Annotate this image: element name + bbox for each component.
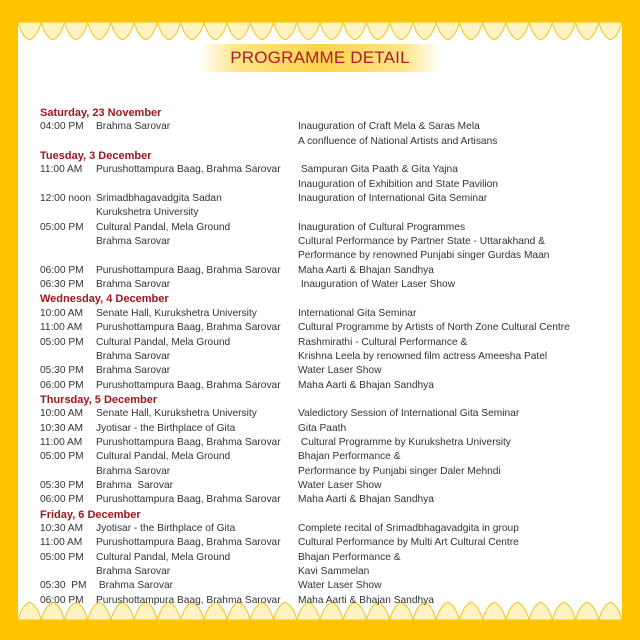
event-description: Maha Aarti & Bhajan Sandhya xyxy=(298,594,434,606)
event-time: 06:30 PM xyxy=(40,279,84,291)
event-venue: Brahma Sarovar xyxy=(96,350,171,362)
schedule-row xyxy=(40,206,610,220)
scallop-petal xyxy=(157,22,180,40)
event-description: Maha Aarti & Bhajan Sandhya xyxy=(298,494,434,506)
scallop-petal xyxy=(18,602,41,620)
scallop-petal xyxy=(506,22,529,40)
event-description: Rashmirathi - Cultural Performance & xyxy=(298,336,468,348)
event-time: 05:30 PM xyxy=(40,479,84,491)
event-description: Sampuran Gita Paath & Gita Yajna xyxy=(298,164,458,176)
event-venue: Brahma Sarovar xyxy=(96,279,171,291)
scallop-petal xyxy=(18,22,41,40)
event-time: 06:00 PM xyxy=(40,379,84,391)
event-time: 11:00 AM xyxy=(40,322,83,334)
schedule-row xyxy=(40,307,610,321)
schedule-row xyxy=(40,336,610,350)
event-venue: Brahma Sarovar xyxy=(96,566,171,577)
schedule xyxy=(40,106,610,608)
event-venue: Purushottampura Baag, Brahma Sarovar xyxy=(96,537,281,549)
scallop-petal xyxy=(134,22,157,40)
event-venue: Senate Hall, Kurukshetra University xyxy=(96,408,257,420)
event-venue: Srimadbhagavadgita Sadan xyxy=(96,193,222,205)
day-heading: Friday, 6 December xyxy=(40,508,141,521)
event-time: 11:00 AM xyxy=(40,537,83,549)
schedule-row xyxy=(40,321,610,335)
event-time: 11:00 AM xyxy=(40,164,83,176)
event-venue: Brahma Sarovar xyxy=(96,479,174,491)
schedule-row xyxy=(40,350,610,364)
event-venue: Senate Hall, Kurukshetra University xyxy=(96,307,257,319)
event-description: Inauguration of Craft Mela & Saras Mela xyxy=(298,121,480,133)
scallop-petal xyxy=(483,22,506,40)
schedule-row xyxy=(40,450,610,464)
scallop-petal xyxy=(204,22,227,40)
schedule-row xyxy=(40,235,610,249)
event-description: Water Laser Show xyxy=(298,580,382,592)
event-venue: Purushottampura Baag, Brahma Sarovar xyxy=(96,164,281,176)
event-description: Water Laser Show xyxy=(298,479,382,491)
event-time: 05:00 PM xyxy=(40,221,84,233)
schedule-row xyxy=(40,422,610,436)
event-venue: Jyotisar - the Birthplace of Gita xyxy=(96,422,236,434)
event-description: Maha Aarti & Bhajan Sandhya xyxy=(298,264,434,276)
event-time xyxy=(40,135,96,149)
event-venue: Purushottampura Baag, Brahma Sarovar xyxy=(96,379,281,391)
schedule-row xyxy=(40,536,610,550)
scallop-petal xyxy=(64,22,87,40)
event-description: Maha Aarti & Bhajan Sandhya xyxy=(298,379,434,391)
event-description: Cultural Programme by Kurukshetra University xyxy=(298,436,511,448)
title-banner xyxy=(200,44,440,72)
event-time: 05:00 PM xyxy=(40,336,84,348)
scallop-petal xyxy=(343,22,366,40)
day-heading: Wednesday, 4 December xyxy=(40,293,169,306)
scallop-petal xyxy=(599,22,622,40)
scallop-petal xyxy=(436,22,459,40)
event-time xyxy=(40,178,96,192)
event-description: Bhajan Performance & xyxy=(298,551,401,563)
schedule-row xyxy=(40,579,610,593)
scallop-petal xyxy=(227,22,250,40)
event-description: Inauguration of Cultural Programmes xyxy=(298,221,466,233)
event-venue xyxy=(96,135,298,149)
scallop-petal xyxy=(320,22,343,40)
event-venue: Brahma Sarovar xyxy=(96,580,174,592)
scallop-petal xyxy=(529,22,552,40)
event-description: Inauguration of Exhibition and State Pavilion xyxy=(298,178,498,190)
event-venue: Cultural Pandal, Mela Ground xyxy=(96,451,231,463)
event-time: 06:00 PM xyxy=(40,594,84,606)
event-description: Krishna Leela by renowned film actress Ameesha Patel xyxy=(298,350,548,362)
event-venue xyxy=(96,249,298,263)
event-description: Cultural Performance by Multi Art Cultural Centre xyxy=(298,537,519,549)
event-description: Performance by Punjabi singer Daler Mehndi xyxy=(298,465,501,477)
event-description: Gita Paath xyxy=(298,422,347,434)
event-description: Bhajan Performance & xyxy=(298,451,401,463)
scallop-petal xyxy=(459,22,482,40)
event-time: 11:00 AM xyxy=(40,436,83,448)
scallop-petal xyxy=(88,22,111,40)
event-time: 10:00 AM xyxy=(40,307,84,319)
scallop-petal xyxy=(41,22,64,40)
event-venue: Purushottampura Baag, Brahma Sarovar xyxy=(96,264,281,276)
event-venue: Kurukshetra University xyxy=(96,207,199,219)
schedule-row xyxy=(40,163,610,177)
event-time: 06:00 PM xyxy=(40,264,84,276)
event-description: Cultural Performance by Partner State - Uttarakhand & xyxy=(298,236,545,248)
scallop-petal xyxy=(297,22,320,40)
event-venue: Purushottampura Baag, Brahma Sarovar xyxy=(96,322,281,334)
schedule-row xyxy=(40,522,610,536)
scallop-petal xyxy=(576,22,599,40)
event-time: 05:30 PM xyxy=(40,365,84,377)
schedule-row xyxy=(40,120,610,134)
event-description: International Gita Seminar xyxy=(298,307,417,319)
event-time: 12:00 noon xyxy=(40,193,91,205)
schedule-row xyxy=(40,264,610,278)
event-time: 05:00 PM xyxy=(40,551,84,563)
event-time: 10:00 AM xyxy=(40,408,84,420)
event-venue: Brahma Sarovar xyxy=(96,121,171,133)
event-venue: Purushottampura Baag, Brahma Sarovar xyxy=(96,436,281,448)
event-venue: Cultural Pandal, Mela Ground xyxy=(96,221,231,233)
page-title: PROGRAMME DETAIL xyxy=(230,48,410,67)
day-heading: Thursday, 5 December xyxy=(40,393,158,406)
day-heading: Saturday, 23 November xyxy=(40,107,162,119)
event-time: 10:30 AM xyxy=(40,422,84,434)
event-venue: Brahma Sarovar xyxy=(96,236,171,248)
schedule-row xyxy=(40,436,610,450)
schedule-row xyxy=(40,479,610,493)
event-time xyxy=(40,206,96,220)
top-scallop-border xyxy=(18,22,622,40)
schedule-row xyxy=(40,379,610,393)
event-description: A confluence of National Artists and Artisans xyxy=(298,135,498,147)
event-venue: Cultural Pandal, Mela Ground xyxy=(96,336,231,348)
scallop-petal xyxy=(250,22,273,40)
scallop-petal xyxy=(413,22,436,40)
event-venue xyxy=(96,178,298,192)
scallop-petal xyxy=(274,22,297,40)
event-time xyxy=(40,249,96,263)
event-description: Water Laser Show xyxy=(298,365,382,377)
event-description xyxy=(298,206,610,220)
event-time: 05:30 PM xyxy=(40,580,87,592)
event-venue: Purushottampura Baag, Brahma Sarovar xyxy=(96,594,281,606)
schedule-row xyxy=(40,465,610,479)
schedule-row xyxy=(40,278,610,292)
schedule-row xyxy=(40,565,610,579)
scallop-petal xyxy=(552,22,575,40)
event-description: Kavi Sammelan xyxy=(298,566,370,577)
event-venue: Brahma Sarovar xyxy=(96,465,171,477)
scallop-petal xyxy=(366,22,389,40)
schedule-row xyxy=(40,551,610,565)
schedule-row xyxy=(40,178,610,192)
schedule-row xyxy=(40,135,610,149)
event-time: 04:00 PM xyxy=(40,121,84,133)
schedule-row xyxy=(40,493,610,507)
event-time: 05:00 PM xyxy=(40,451,84,463)
event-description: Complete recital of Srimadbhagavadgita in group xyxy=(298,522,519,534)
schedule-row xyxy=(40,192,610,206)
event-venue: Purushottampura Baag, Brahma Sarovar xyxy=(96,494,281,506)
schedule-row xyxy=(40,364,610,378)
day-heading: Tuesday, 3 December xyxy=(40,150,152,163)
event-time xyxy=(40,465,96,479)
schedule-row xyxy=(40,594,610,608)
event-venue: Cultural Pandal, Mela Ground xyxy=(96,551,231,563)
scallop-petal xyxy=(181,22,204,40)
event-time xyxy=(40,350,96,364)
schedule-row xyxy=(40,407,610,421)
event-time: 10:30 AM xyxy=(40,522,84,534)
event-time: 06:00 PM xyxy=(40,494,84,506)
event-description: Inauguration of Water Laser Show xyxy=(298,279,456,291)
event-description: Cultural Programme by Artists of North Zone Cultural Centre xyxy=(298,322,570,334)
event-description: Valedictory Session of International Gita Seminar xyxy=(298,408,520,420)
event-time xyxy=(40,235,96,249)
event-venue: Jyotisar - the Birthplace of Gita xyxy=(96,522,236,534)
schedule-row xyxy=(40,249,610,263)
schedule-row xyxy=(40,221,610,235)
event-description: Performance by renowned Punjabi singer Gurdas Maan xyxy=(298,250,550,262)
event-time xyxy=(40,565,96,579)
event-venue: Brahma Sarovar xyxy=(96,365,171,377)
event-description: Inauguration of International Gita Seminar xyxy=(298,193,488,205)
scallop-petal xyxy=(390,22,413,40)
scallop-petal xyxy=(111,22,134,40)
